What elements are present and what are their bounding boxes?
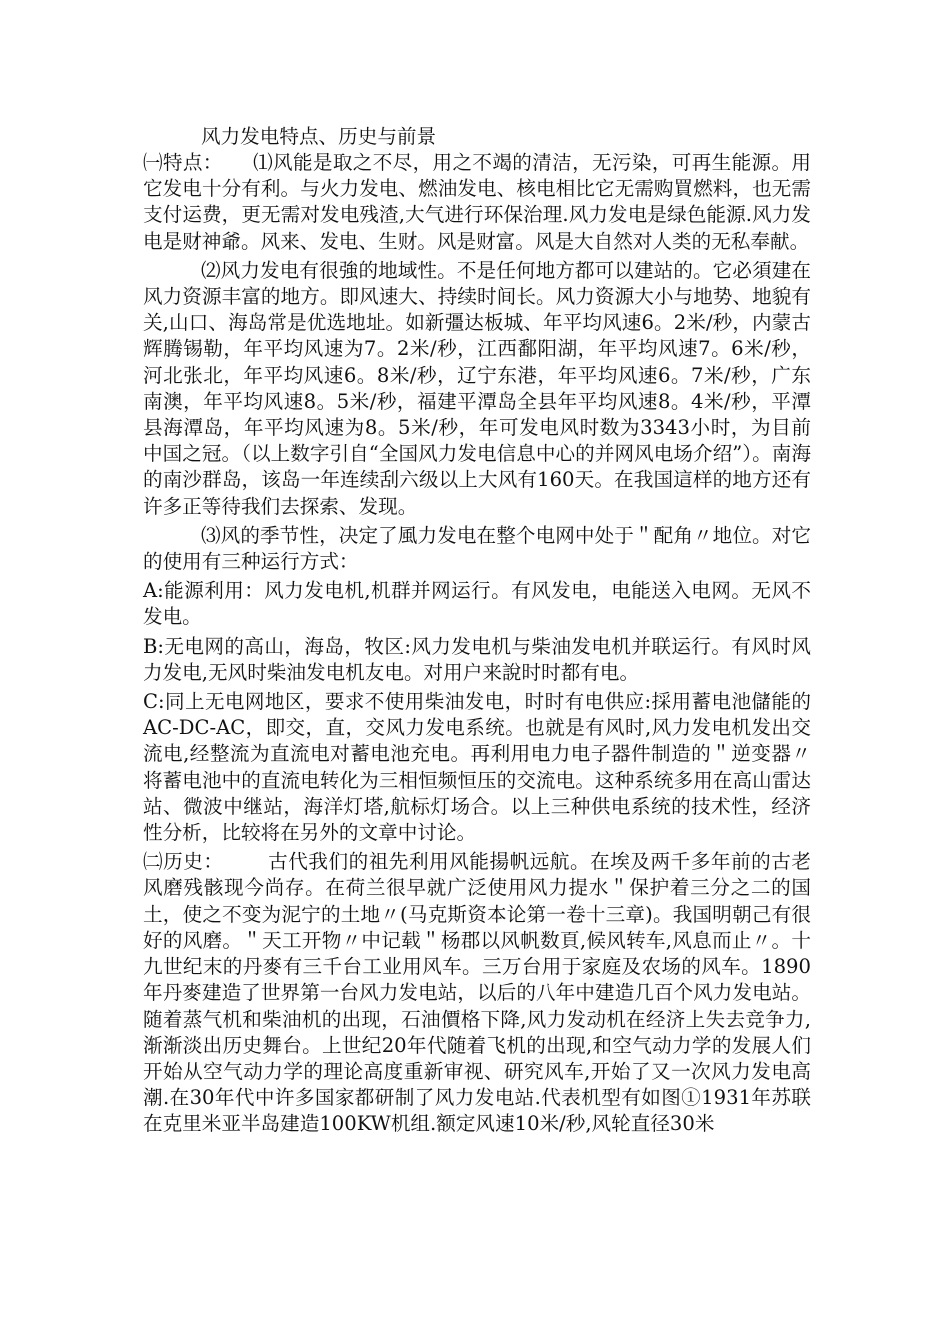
- features-text-1: ⑴风能是取之不尽，用之不竭的清洁，无污染，可再生能源。用它发电十分有利。与火力发电、燃油发电、核电相比它无需购買燃料，也无需支付运费，更无需对发电残渣,大气进行环保治理.风力发电是绿色能源.风力发电是财神爺。风来、发电、生财。风是财富。风是大自然对人类的无私奉献。: [143, 151, 811, 253]
- operation-mode-a: A:能源利用：风力发电机,机群并网运行。有风发电，电能送入电网。无风不发电。: [143, 579, 811, 629]
- features-heading: ㈠特点：: [143, 151, 223, 174]
- history-paragraph: [143, 849, 811, 1137]
- history-text: 古代我们的祖先利用风能揚帆远航。在埃及两千多年前的古老风磨残骸现今尚存。在荷兰很早就广泛使用风力提水＂保护着三分之二的国土，使之不变为泥宁的土地〃(马克斯资本论第一卷十三章)。我国明朝己有很好的风磨。＂天工开物〃中记载＂杨郡以风帆数頁,候风转车,风息而止〃。十九世纪末的丹麥有三千台工业用风车。三万台用于家庭及农场的风车。1890年丹麥建造了世界第一台风力发电站，以后的八年中建造几百个风力发电站。随着蒸气机和柴油机的出现，石油價格下降,风力发动机在经济上失去竞争力,渐渐淡出历史舞台。上世纪20年代随着飞机的出现,和空气动力学的发展人们开始从空气动力学的理论高度重新审视、研究风车,开始了又一次风力发电高潮.在30年代中许多国家都研制了风力发电站.代表机型有如图①1931年苏联在克里米亚半岛建造100KW机组.额定风速10米/秒,风轮直径30米: [143, 850, 812, 1136]
- features-paragraph-3: ⑶风的季节性，决定了風力发电在整个电网中处于＂配角〃地位。对它的使用有三种运行方式：: [143, 523, 811, 574]
- document-title: 风力发电特点、历史与前景: [201, 125, 437, 148]
- operation-mode-b: B:无电网的高山，海岛，牧区:风力发电机与柴油发电机并联运行。有风时风力发电,无风时柴油发电机友电。对用户来說时时都有电。: [143, 634, 811, 684]
- document-page: [143, 124, 811, 1138]
- history-heading: ㈡历史：: [143, 850, 224, 874]
- operation-mode-c: C:同上无电网地区，要求不使用柴油发电，时时有电供应:採用蓄电池儲能的AC-DC-AC，即交，直，交风力发电系统。也就是有风时,风力发电机发出交流电,经整流为直流电对蓄电池充电。再利用电力电子器件制造的＂逆变器〃将蓄电池中的直流电转化为三相恒频恒压的交流电。这种系统多用在高山雷达站、微波中继站，海洋灯塔,航标灯场合。以上三种供电系统的技术性，经济性分析，比较将在另外的文章中讨论。: [143, 690, 811, 845]
- features-paragraph-2: ⑵风力发电有很強的地域性。不是任何地方都可以建站的。它必須建在风力资源丰富的地方。即风速大、持续时间长。风力资源大小与地势、地貌有关,山口、海岛常是优选地址。如新彊达板城、年平均风速6。2米/秒，内蒙古辉腾锡勒，年平均风速为7。2米/秒，江西鄱阳湖，年平均风速7。6米/秒，河北张北，年平均风速6。8米/秒，辽宁东港，年平均风速6。7米/秒，广东南澳，年平均风速8。5米/秒，福建平潭岛全县年平均风速8。4米/秒，平潭县海潭岛，年平均风速为8。5米/秒，年可发电风时数为3343小时，为目前中国之冠。（以上数字引自“全国风力发电信息中心的并网风电场介绍”）。南海的南沙群岛，该岛一年连续刮六级以上大风有160天。在我国這样的地方还有许多正等待我们去探索、发现。: [143, 258, 811, 518]
- features-paragraph-1: [143, 150, 811, 255]
